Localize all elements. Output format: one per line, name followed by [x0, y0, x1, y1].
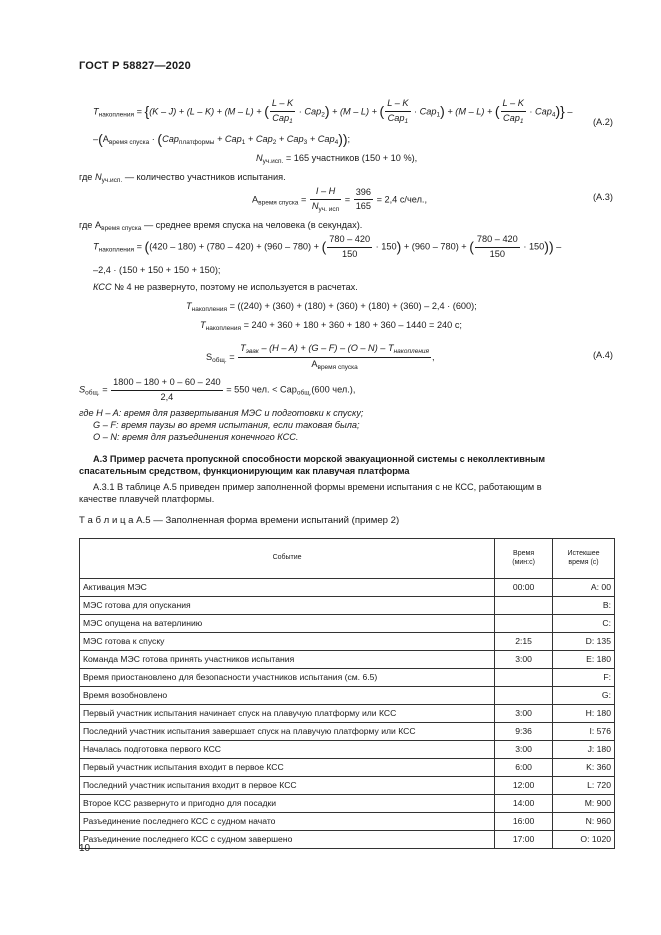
cell-time: 6:00 — [495, 759, 553, 777]
cell-event: Последний участник испытания входит в первое КСС — [80, 777, 495, 795]
table-row — [80, 597, 615, 615]
cell-time — [495, 597, 553, 615]
formula-t-line4: $T_{накопления} = 240 + 360 + 180 + 360 + 180 + 360 - 1440 = 240$ с; — [200, 320, 462, 332]
header-elapsed: Истекшее время (с) — [553, 539, 615, 579]
formula-a3: $A_{время спуска}$ = $\frac{I - H}{N_{уч. исп}}$ = $\frac{396}{165}$ = 2,4 с/чел., — [252, 186, 428, 213]
formula-t-line1: $T_{накопления} = ((420 - 180) + (780 - 420) + (960 - 780)$ + ( $\frac{780 - 420}{150}$ · 150) + (960 – 780) + ( $\frac{780 - 420}{150}$ · 150)) – — [93, 234, 562, 259]
table-row — [80, 651, 615, 669]
formula-subscript: накопления — [98, 111, 135, 119]
section-title-line1: А.3 Пример расчета пропускной способности морской эвакуационной системы с неколлективным — [93, 454, 546, 464]
table-row — [80, 795, 615, 813]
cell-elapsed: J: 180 — [553, 741, 615, 759]
cell-time: 3:00 — [495, 651, 553, 669]
table-row — [80, 723, 615, 741]
cell-elapsed: D: 135 — [553, 633, 615, 651]
cell-event: Разъединение последнего КСС с судном завершено — [80, 831, 495, 849]
formula-equals: = — [134, 106, 145, 117]
table-row — [80, 777, 615, 795]
section-para-line2: качестве плавучей платформы. — [79, 494, 215, 504]
cell-time — [495, 687, 553, 705]
formula-a2-line2: $-(A_{время спуска} \cdot (Cap_{платформы} + Cap_1 + Cap_2 + Cap_3 + Cap_4))$; — [93, 131, 351, 147]
cell-elapsed: C: — [553, 615, 615, 633]
cell-event: Время приостановлено для безопасности участников испытания (см. 6.5) — [80, 669, 495, 687]
cell-time — [495, 615, 553, 633]
cell-time — [495, 669, 553, 687]
formula-fraction-2: $\frac{L - K}{Cap_1}$ — [387, 98, 409, 125]
table-row — [80, 669, 615, 687]
note-o-n: O – N: время для разъединения конечного КСС. — [93, 432, 299, 442]
cell-elapsed: O: 1020 — [553, 831, 615, 849]
cell-elapsed: E: 180 — [553, 651, 615, 669]
table-caption: Т а б л и ц а А.5 — Заполненная форма времени испытаний (пример 2) — [79, 515, 400, 526]
cell-time: 00:00 — [495, 579, 553, 597]
section-para-line1: А.3.1 В таблице А.5 приведен пример заполненной формы времени испытания с не КСС, работающим в — [93, 482, 542, 492]
cell-event: Разъединение последнего КСС с судном начато — [80, 813, 495, 831]
cell-elapsed: H: 180 — [553, 705, 615, 723]
where-a-definition: где $A_{время спуска}$ — среднее время спуска на человека (в секундах). — [79, 220, 363, 232]
formula-a2-line1: $T_{накопления} = \{(K - J) + (L - K) + (M - L)$ + ( $\frac{L - K}{Cap_1}$ · Cap$_2$) + (M – L) + ( $\frac{L - K}{Cap_1}$ · Cap$_1$) + (M – L) + ( $\frac{L - K}{Cap_1}$ · Cap$_4$)} – — [93, 98, 573, 125]
formula-t-line2: –2,4 · (150 + 150 + 150 + 150); — [93, 265, 221, 275]
cell-elapsed: N: 960 — [553, 813, 615, 831]
formula-s-result: $S_{общ.}$ = $\frac{1800 - 180 + 0 - 60 - 240}{2,4}$ = 550 чел. < Cap$_{общ.}$(600 чел.), — [79, 377, 356, 402]
table-row — [80, 741, 615, 759]
cell-time: 14:00 — [495, 795, 553, 813]
table-header-row — [80, 539, 615, 579]
document-header: ГОСТ Р 58827—2020 — [79, 60, 191, 72]
cell-elapsed: I: 576 — [553, 723, 615, 741]
cell-event: Время возобновлено — [80, 687, 495, 705]
cell-time: 3:00 — [495, 741, 553, 759]
cell-time: 16:00 — [495, 813, 553, 831]
cell-time: 17:00 — [495, 831, 553, 849]
table-row — [80, 615, 615, 633]
cell-event: Первый участник испытания входит в первое КСС — [80, 759, 495, 777]
cell-time: 9:36 — [495, 723, 553, 741]
cell-event: МЭС опущена на ватерлинию — [80, 615, 495, 633]
formula-fraction: $\frac{L - K}{Cap_1}$ — [271, 98, 294, 125]
table-row — [80, 831, 615, 849]
table-row — [80, 633, 615, 651]
cell-elapsed: L: 720 — [553, 777, 615, 795]
formula-fraction-3: $\frac{L - K}{Cap_1}$ — [502, 98, 524, 125]
cell-elapsed: M: 900 — [553, 795, 615, 813]
formula-symbol: T — [93, 106, 99, 117]
cell-elapsed: F: — [553, 669, 615, 687]
formula-terms: (K – J) + (L – K) + (M – L) + — [149, 106, 265, 117]
cell-elapsed: K: 360 — [553, 759, 615, 777]
cell-elapsed: G: — [553, 687, 615, 705]
cell-elapsed: B: — [553, 597, 615, 615]
cell-elapsed: A: 00 — [553, 579, 615, 597]
cell-event: Первый участник испытания начинает спуск на плавучую платформу или КСС — [80, 705, 495, 723]
formula-a4: $S_{общ.}$ = $\frac{T_{эвак} - (H - A) + (G - F) - (O - N) - T_{накопления}}{A_{время спуска}}$ , — [206, 343, 435, 372]
cell-event: Началась подготовка первого КСС — [80, 741, 495, 759]
where-n-definition: где $N_{уч.исп.}$ — количество участников испытания. — [79, 172, 286, 184]
section-title-line2: спасательным средством, функционирующим как плавучая платформа — [79, 466, 410, 476]
cell-time: 2:15 — [495, 633, 553, 651]
table-row — [80, 705, 615, 723]
header-event: Событие — [80, 539, 495, 579]
cell-event: Последний участник испытания завершает спуск на плавучую платформу или КСС — [80, 723, 495, 741]
participants-count: $N_{уч.исп.} = 165$ участников (150 + 10 %), — [256, 153, 418, 165]
kss-note: КСС № 4 не развернуто, поэтому не используется в расчетах. — [93, 282, 358, 292]
cell-event: Второе КСС развернуто и пригодно для посадки — [80, 795, 495, 813]
formula-t-line3: $T_{накопления} = ((240) + (360) + (180) + (360) + (180) + (360) - 2,4 \cdot (600)$; — [186, 301, 477, 313]
equation-number-a3: (A.3) — [593, 192, 613, 202]
page-number: 10 — [79, 843, 91, 854]
header-time: Время (мин:с) — [495, 539, 553, 579]
table-row — [80, 813, 615, 831]
note-g-f: G – F: время паузы во время испытания, если таковая была; — [93, 420, 360, 430]
equation-number-a2: (A.2) — [593, 117, 613, 127]
cell-event: Активация МЭС — [80, 579, 495, 597]
note-h-a: где H – A: время для развертывания МЭС и подготовки к спуску; — [79, 408, 364, 418]
table-row — [80, 687, 615, 705]
test-time-table — [79, 538, 615, 849]
table-row — [80, 759, 615, 777]
cell-time: 3:00 — [495, 705, 553, 723]
cell-time: 12:00 — [495, 777, 553, 795]
table-body — [80, 579, 615, 849]
equation-number-a4: (A.4) — [593, 350, 613, 360]
table-row — [80, 579, 615, 597]
cell-event: Команда МЭС готова принять участников испытания — [80, 651, 495, 669]
cell-event: МЭС готова для опускания — [80, 597, 495, 615]
cell-event: МЭС готова к спуску — [80, 633, 495, 651]
